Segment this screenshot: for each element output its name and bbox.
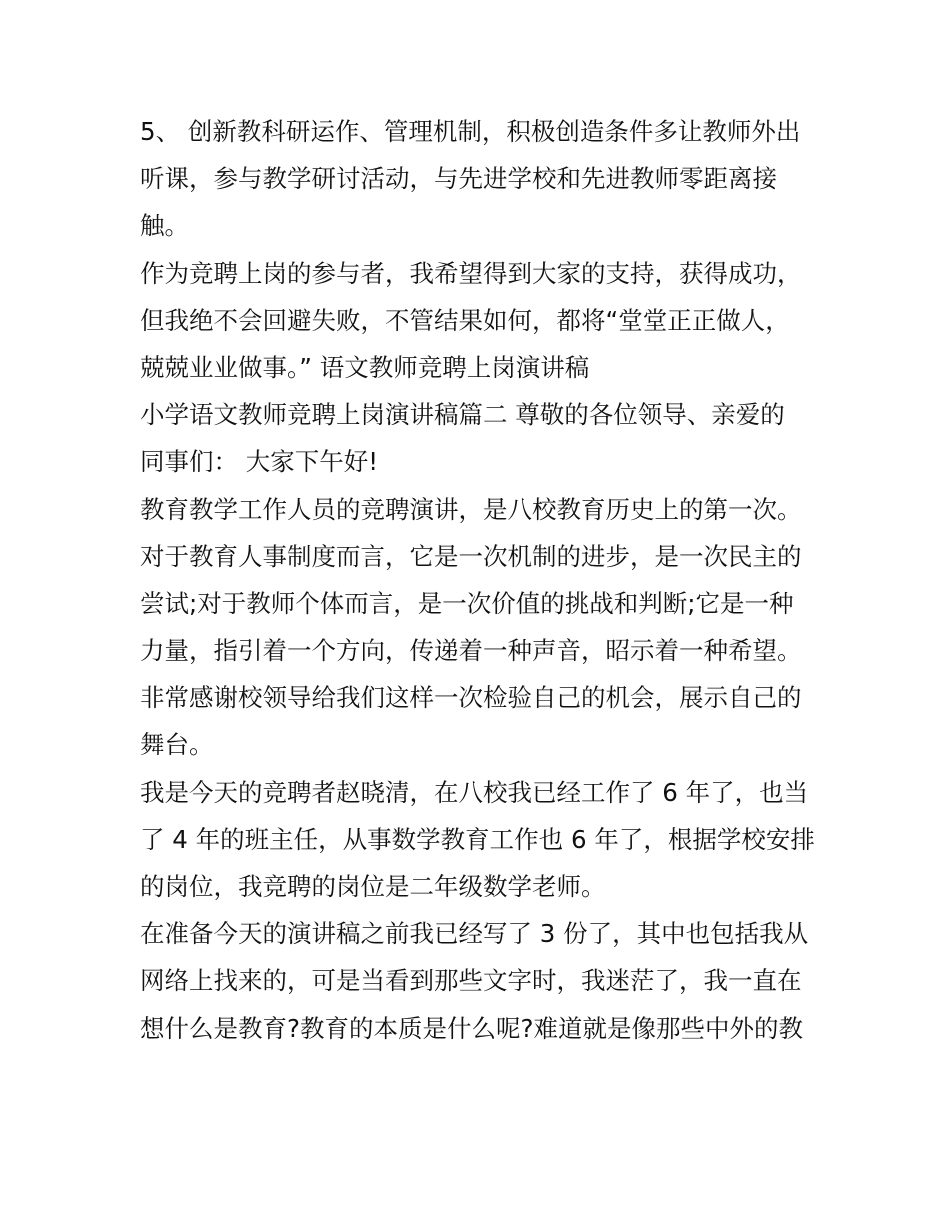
text-line: 了 4 年的班主任，从事数学教育工作也 6 年了，根据学校安排 — [140, 824, 815, 854]
text-line: 网络上找来的，可是当看到那些文字时，我迷茫了，我一直在 — [140, 966, 802, 996]
text-line: 小学语文教师竞聘上岗演讲稿篇二 尊敬的各位领导、亲爱的 — [140, 400, 785, 430]
text-line: 非常感谢校领导给我们这样一次检验自己的机会，展示自己的 — [140, 683, 802, 713]
text-line: 舞台。 — [140, 730, 214, 760]
text-line: 触。 — [140, 211, 189, 241]
text-line: 尝试;对于教师个体而言，是一次价值的挑战和判断;它是一种 — [140, 588, 794, 618]
text-line: 想什么是教育?教育的本质是什么呢?难道就是像那些中外的教 — [140, 1013, 804, 1043]
text-line: 的岗位，我竞聘的岗位是二年级数学老师。 — [140, 872, 606, 901]
document-body — [140, 108, 820, 1052]
text-line: 对于教育人事制度而言，它是一次机制的进步，是一次民主的 — [140, 541, 802, 571]
text-line: 在准备今天的演讲稿之前我已经写了 3 份了，其中也包括我从 — [140, 919, 809, 949]
text-line: 力量，指引着一个方向，传递着一种声音，昭示着一种希望。 — [140, 636, 802, 666]
text-line: 听课，参与教学研讨活动，与先进学校和先进教师零距离接 — [140, 164, 777, 194]
text-line: 5、 创新教科研运作、管理机制，积极创造条件多让教师外出 — [140, 117, 801, 146]
text-line: 我是今天的竞聘者赵晓清，在八校我已经工作了 6 年了，也当 — [140, 777, 809, 807]
text-line: 作为竞聘上岗的参与者，我希望得到大家的支持，获得成功， — [140, 258, 802, 288]
text-line: 教育教学工作人员的竞聘演讲，是八校教育历史上的第一次。 — [140, 494, 802, 524]
text-line: 兢兢业业做事。” 语文教师竞聘上岗演讲稿 — [140, 352, 590, 382]
text-line: 但我绝不会回避失败，不管结果如何，都将“堂堂正正做人， — [140, 305, 790, 335]
text-line: 同事们： 大家下午好! — [140, 447, 379, 477]
